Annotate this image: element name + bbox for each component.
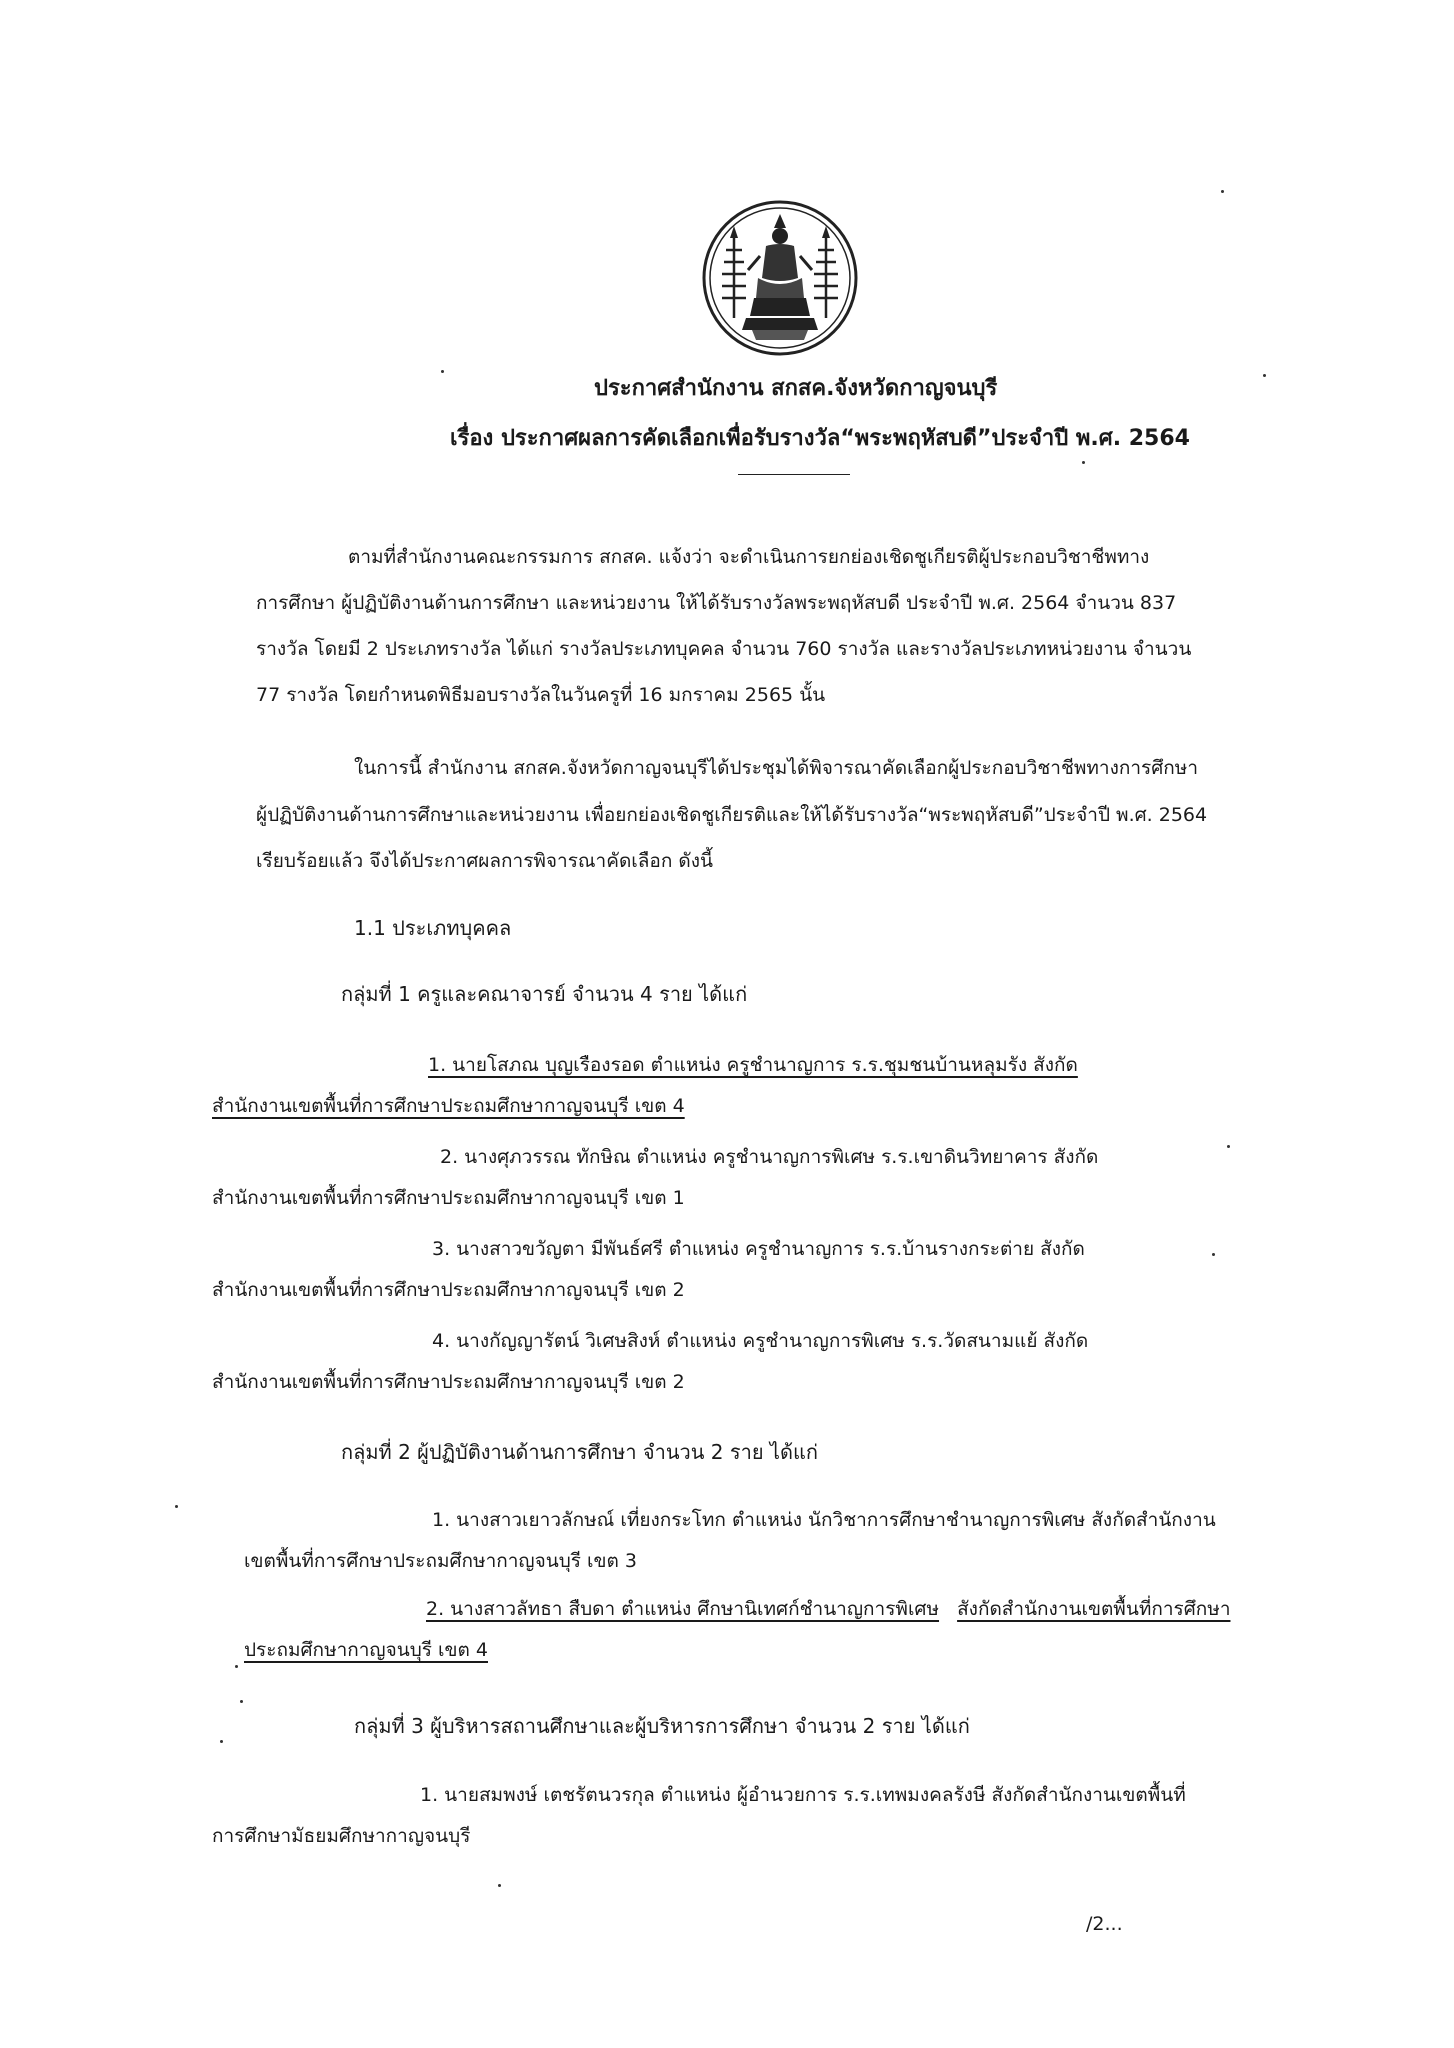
group-2-item-2-line-2: ประถมศึกษากาญจนบุรี เขต 4 xyxy=(244,1639,488,1661)
group-3-heading: กลุ่มที่ 3 ผู้บริหารสถานศึกษาและผู้บริหารการศึกษา จำนวน 2 ราย ได้แก่ xyxy=(354,1714,970,1738)
group-2-item-2-line-1b-text: สังกัดสำนักงานเขตพื้นที่การศึกษา xyxy=(957,1598,1231,1620)
scan-speck xyxy=(1212,1253,1215,1256)
group-2-item-2-line-1a xyxy=(426,1597,1230,1621)
scan-speck xyxy=(240,1700,243,1703)
announcement-subject: เรื่อง ประกาศผลการคัดเลือกเพื่อรับรางวัล“พระพฤหัสบดี”ประจำปี พ.ศ. 2564 xyxy=(450,426,1190,451)
intro-line-2: การศึกษา ผู้ปฏิบัติงานด้านการศึกษา และหน่วยงาน ให้ได้รับรางวัลพระพฤหัสบดี ประจำปี พ.ศ. 2564 จำนวน 837 xyxy=(256,592,1177,614)
group-1-item-2-line-1: 2. นางศุภวรรณ ทักษิณ ตำแหน่ง ครูชำนาญการพิเศษ ร.ร.เขาดินวิทยาคาร สังกัด xyxy=(440,1146,1099,1168)
scan-speck xyxy=(220,1740,223,1743)
para2-line-1: ในการนี้ สำนักงาน สกสค.จังหวัดกาญจนบุรีได้ประชุมได้พิจารณาคัดเลือกผู้ประกอบวิชาชีพทางการศึกษา xyxy=(354,757,1198,779)
official-seal-emblem xyxy=(700,198,860,358)
group-2-item-2-line-1a-text: 2. นางสาวลัทธา สืบดา ตำแหน่ง ศึกษานิเทศก์ชำนาญการพิเศษ xyxy=(426,1598,940,1620)
group-2-item-1-line-1: 1. นางสาวเยาวลักษณ์ เที่ยงกระโทก ตำแหน่ง นักวิชาการศึกษาชำนาญการพิเศษ สังกัดสำนักงาน xyxy=(432,1509,1216,1531)
intro-line-3: รางวัล โดยมี 2 ประเภทรางวัล ได้แก่ รางวัลประเภทบุคคล จำนวน 760 รางวัล และรางวัลประเภทหน่วยงาน จำนวน xyxy=(256,638,1192,660)
announcement-title: ประกาศสำนักงาน สกสค.จังหวัดกาญจนบุรี xyxy=(594,376,998,401)
scan-speck xyxy=(235,1665,238,1668)
group-3-item-1-line-1: 1. นายสมพงษ์ เตชรัตนวรกุล ตำแหน่ง ผู้อำนวยการ ร.ร.เทพมงคลรังษี สังกัดสำนักงานเขตพื้นที่ xyxy=(420,1784,1186,1806)
group-1-item-2-line-2: สำนักงานเขตพื้นที่การศึกษาประถมศึกษากาญจนบุรี เขต 1 xyxy=(212,1187,685,1209)
scan-speck xyxy=(1221,190,1224,193)
group-3-item-1-line-2: การศึกษามัธยมศึกษากาญจนบุรี xyxy=(212,1825,471,1847)
group-1-item-4-line-2: สำนักงานเขตพื้นที่การศึกษาประถมศึกษากาญจนบุรี เขต 2 xyxy=(212,1371,685,1393)
group-1-heading: กลุ่มที่ 1 ครูและคณาจารย์ จำนวน 4 ราย ได้แก่ xyxy=(341,982,748,1006)
scan-speck xyxy=(1263,374,1266,377)
intro-line-4: 77 รางวัล โดยกำหนดพิธีมอบรางวัลในวันครูที่ 16 มกราคม 2565 นั้น xyxy=(256,684,826,706)
scan-speck xyxy=(1227,1145,1230,1148)
group-1-item-3-line-2: สำนักงานเขตพื้นที่การศึกษาประถมศึกษากาญจนบุรี เขต 2 xyxy=(212,1279,685,1301)
scan-speck xyxy=(175,1505,178,1508)
header-divider xyxy=(738,474,850,475)
scan-speck xyxy=(1082,461,1085,464)
group-1-item-1-line-1: 1. นายโสภณ บุญเรืองรอด ตำแหน่ง ครูชำนาญการ ร.ร.ชุมชนบ้านหลุมรัง สังกัด xyxy=(428,1054,1078,1076)
intro-line-1: ตามที่สำนักงานคณะกรรมการ สกสค. แจ้งว่า จะดำเนินการยกย่องเชิดชูเกียรติผู้ประกอบวิชาชีพทาง xyxy=(348,546,1150,568)
group-1-item-4-line-1: 4. นางกัญญารัตน์ วิเศษสิงห์ ตำแหน่ง ครูชำนาญการพิเศษ ร.ร.วัดสนามแย้ สังกัด xyxy=(432,1330,1089,1352)
scan-speck xyxy=(441,370,444,373)
page-continuation: /2... xyxy=(1086,1913,1123,1935)
group-2-item-1-line-2: เขตพื้นที่การศึกษาประถมศึกษากาญจนบุรี เขต 3 xyxy=(244,1550,637,1572)
section-heading-individual: 1.1 ประเภทบุคคล xyxy=(354,916,512,940)
group-1-item-1-line-2: สำนักงานเขตพื้นที่การศึกษาประถมศึกษากาญจนบุรี เขต 4 xyxy=(212,1095,685,1117)
group-2-heading: กลุ่มที่ 2 ผู้ปฏิบัติงานด้านการศึกษา จำนวน 2 ราย ได้แก่ xyxy=(341,1440,818,1464)
para2-line-2: ผู้ปฏิบัติงานด้านการศึกษาและหน่วยงาน เพื่อยกย่องเชิดชูเกียรติและให้ได้รับรางวัล“พระพฤหัสบดี”ประจำปี พ.ศ. 2564 xyxy=(256,804,1208,826)
para2-line-3: เรียบร้อยแล้ว จึงได้ประกาศผลการพิจารณาคัดเลือก ดังนี้ xyxy=(256,850,713,872)
scan-speck xyxy=(498,1884,501,1887)
group-1-item-3-line-1: 3. นางสาวขวัญตา มีพันธ์ศรี ตำแหน่ง ครูชำนาญการ ร.ร.บ้านรางกระต่าย สังกัด xyxy=(432,1238,1085,1260)
